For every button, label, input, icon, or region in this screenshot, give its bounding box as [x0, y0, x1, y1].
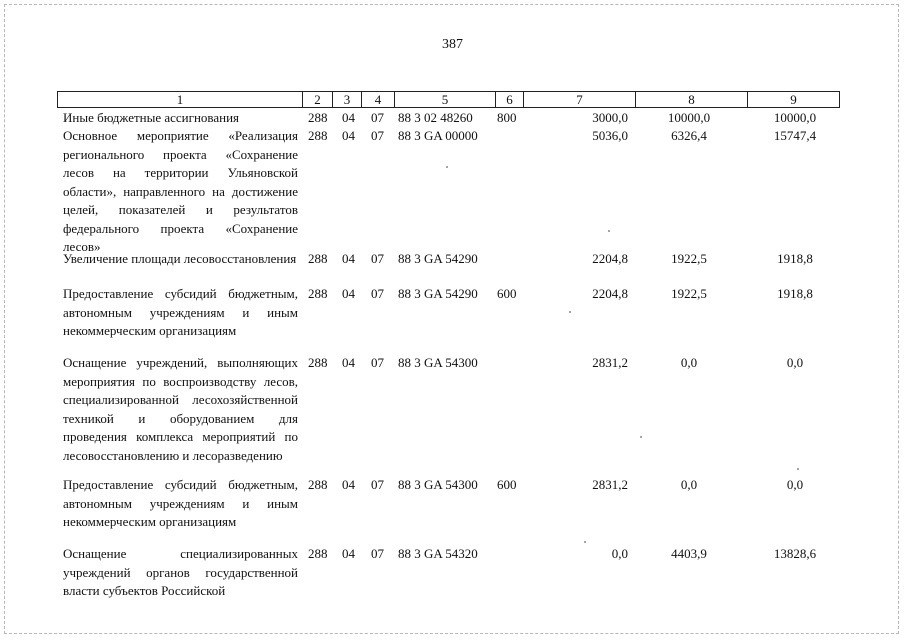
row-amount-col7: 3000,0	[592, 110, 628, 125]
row-amount-col9: 0,0	[786, 355, 804, 370]
row-code-ministry: 288	[308, 355, 328, 370]
row-target-article: 88 3 GA 54320	[398, 546, 478, 561]
header-col-5: 5	[395, 92, 496, 107]
header-col-7: 7	[524, 92, 636, 107]
row-amount-col9: 15747,4	[773, 128, 817, 143]
row-expense-type: 600	[497, 286, 517, 301]
scan-speck	[640, 436, 642, 438]
row-code-section: 04	[342, 286, 355, 301]
row-target-article: 88 3 GA 54290	[398, 251, 478, 266]
row-amount-col7: 2831,2	[592, 477, 628, 492]
row-code-section: 04	[342, 546, 355, 561]
row-amount-col9: 10000,0	[773, 110, 817, 125]
row-code-subsection: 07	[371, 110, 384, 125]
row-amount-col7: 5036,0	[592, 128, 628, 143]
row-amount-col7: 0,0	[611, 546, 628, 561]
row-code-subsection: 07	[371, 355, 384, 370]
row-target-article: 88 3 GA 54300	[398, 477, 478, 492]
row-description: Оснащение специализированных учреждений органов государственной власти субъектов Российской	[63, 546, 298, 598]
row-code-section: 04	[342, 477, 355, 492]
row-expense-type: 600	[497, 477, 517, 492]
scan-speck	[446, 166, 448, 168]
row-amount-col8: 6326,4	[671, 128, 707, 143]
row-target-article: 88 3 GA 00000	[398, 128, 478, 143]
row-target-article: 88 3 GA 54300	[398, 355, 478, 370]
row-code-section: 04	[342, 251, 355, 266]
row-amount-col7: 2831,2	[592, 355, 628, 370]
row-amount-col7: 2204,8	[592, 251, 628, 266]
header-col-9: 9	[790, 92, 797, 107]
row-amount-col8: 0,0	[680, 355, 698, 370]
row-code-ministry: 288	[308, 477, 328, 492]
row-target-article: 88 3 02 48260	[398, 110, 473, 125]
row-amount-col9: 1918,8	[777, 286, 813, 301]
row-code-subsection: 07	[371, 128, 384, 143]
row-amount-col8: 10000,0	[667, 110, 711, 125]
header-col-2: 2	[303, 92, 333, 107]
scan-speck	[584, 541, 586, 543]
row-amount-col9: 13828,6	[773, 546, 817, 561]
row-code-subsection: 07	[371, 477, 384, 492]
header-col-1: 1	[58, 92, 303, 107]
row-description: Увеличение площади лесовосстановления	[63, 251, 297, 266]
header-col-3: 3	[333, 92, 362, 107]
row-code-section: 04	[342, 355, 355, 370]
row-code-ministry: 288	[308, 110, 328, 125]
row-amount-col9: 1918,8	[777, 251, 813, 266]
row-description: Предоставление субсидий бюджетным, автономным учреждениям и иным некоммерческим организациям	[63, 286, 298, 338]
scan-speck	[608, 230, 610, 232]
row-amount-col8: 0,0	[680, 477, 698, 492]
row-amount-col8: 4403,9	[671, 546, 707, 561]
row-description: Основное мероприятие «Реализация регионального проекта «Сохранение лесов на территории Ульяновской области», направленного на достижение целей, показателей и результатов федерального проекта «Сохранение лесов»	[63, 128, 298, 254]
row-code-section: 04	[342, 128, 355, 143]
row-amount-col8: 1922,5	[671, 286, 707, 301]
row-target-article: 88 3 GA 54290	[398, 286, 478, 301]
scan-speck	[569, 311, 571, 313]
row-code-subsection: 07	[371, 286, 384, 301]
row-amount-col9: 0,0	[786, 477, 804, 492]
row-description: Оснащение учреждений, выполняющих мероприятия по воспроизводству лесов, специализированной лесохозяйственной техникой и оборудованием для проведения комплекса мероприятий по лесовосстановлению и лесоразведению	[63, 355, 298, 463]
row-code-section: 04	[342, 110, 355, 125]
row-expense-type: 800	[497, 110, 517, 125]
scan-speck	[797, 468, 799, 470]
header-col-4: 4	[362, 92, 395, 107]
header-col-6: 6	[496, 92, 524, 107]
row-code-ministry: 288	[308, 128, 328, 143]
row-description: Иные бюджетные ассигнования	[63, 110, 240, 125]
row-code-ministry: 288	[308, 286, 328, 301]
row-amount-col8: 1922,5	[671, 251, 707, 266]
header-col-8: 8	[636, 92, 748, 107]
table-header	[57, 91, 840, 108]
row-code-subsection: 07	[371, 251, 384, 266]
row-amount-col7: 2204,8	[592, 286, 628, 301]
page-number: 387	[442, 37, 463, 52]
row-code-subsection: 07	[371, 546, 384, 561]
row-code-ministry: 288	[308, 546, 328, 561]
row-description: Предоставление субсидий бюджетным, автономным учреждениям и иным некоммерческим организациям	[63, 477, 298, 529]
row-code-ministry: 288	[308, 251, 328, 266]
